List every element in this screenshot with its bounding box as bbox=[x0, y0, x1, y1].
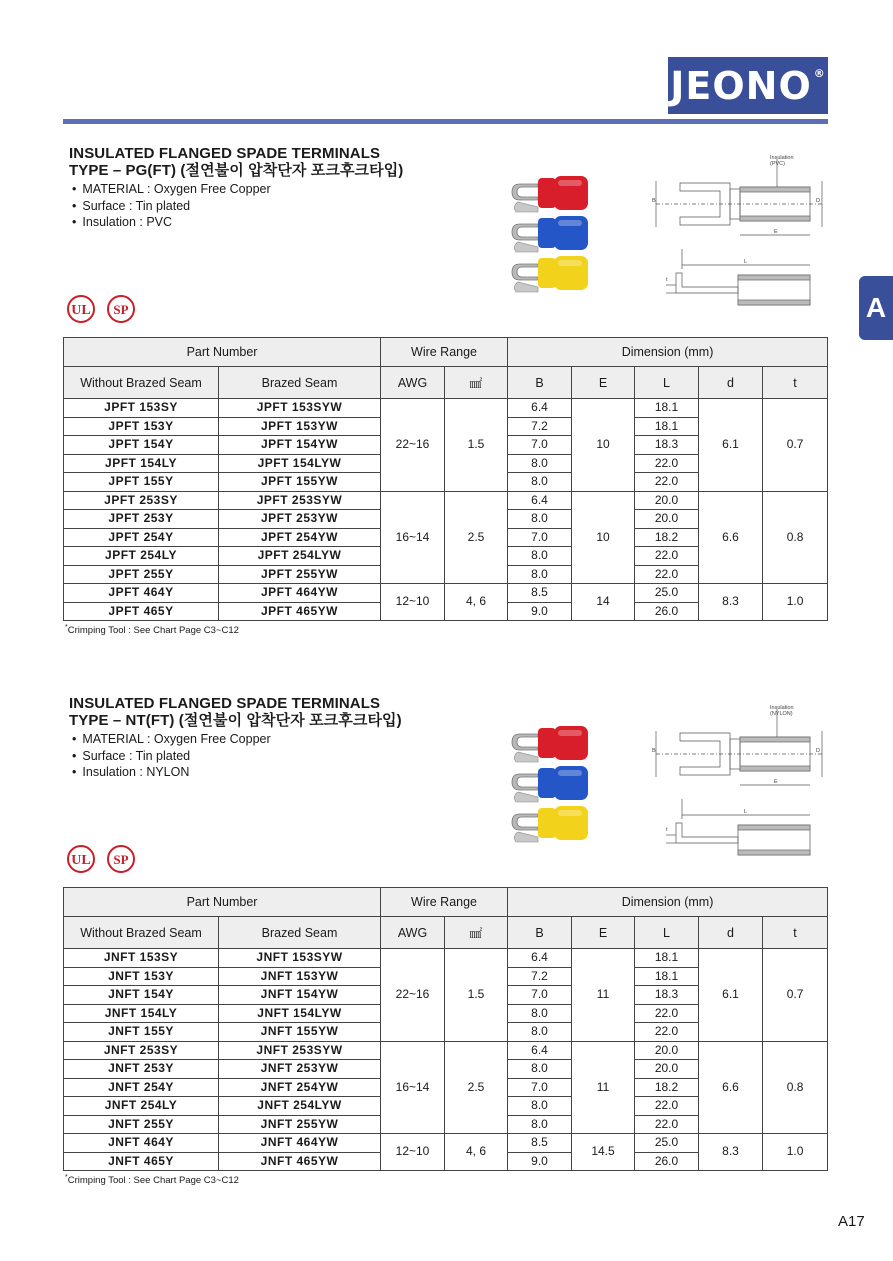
part-number-brazed: JNFT 255YW bbox=[219, 1115, 381, 1134]
spec-surface: • Surface : Tin plated bbox=[72, 748, 271, 765]
dim-d-value: 6.6 bbox=[699, 1041, 763, 1134]
part-number-brazed: JPFT 464YW bbox=[219, 584, 381, 603]
header-l: L bbox=[635, 367, 699, 399]
dim-l-value: 18.1 bbox=[635, 399, 699, 418]
dim-e-value: 14.5 bbox=[572, 1134, 635, 1171]
page-number: A17 bbox=[838, 1213, 865, 1230]
part-number-plain: JNFT 153SY bbox=[64, 949, 219, 968]
part-number-plain: JPFT 464Y bbox=[64, 584, 219, 603]
dim-l-value: 22.0 bbox=[635, 1023, 699, 1042]
product-photo bbox=[510, 720, 600, 850]
header-d: d bbox=[699, 367, 763, 399]
dim-t-value: 0.8 bbox=[763, 1041, 828, 1134]
part-number-plain: JPFT 154LY bbox=[64, 454, 219, 473]
drawing-label-t: t bbox=[666, 827, 668, 833]
part-number-brazed: JPFT 254LYW bbox=[219, 547, 381, 566]
dim-b-value: 7.2 bbox=[508, 967, 572, 986]
header-dimension: Dimension (mm) bbox=[508, 338, 828, 367]
part-number-plain: JPFT 155Y bbox=[64, 473, 219, 492]
dim-b-value: 6.4 bbox=[508, 1041, 572, 1060]
dim-l-value: 18.1 bbox=[635, 967, 699, 986]
dim-d-value: 8.3 bbox=[699, 1134, 763, 1171]
dim-l-value: 20.0 bbox=[635, 1060, 699, 1079]
dim-b-value: 8.0 bbox=[508, 565, 572, 584]
section-title bbox=[69, 145, 403, 179]
header-rule bbox=[63, 119, 828, 124]
dim-b-value: 7.0 bbox=[508, 1078, 572, 1097]
part-number-brazed: JPFT 155YW bbox=[219, 473, 381, 492]
brand-logo bbox=[668, 57, 828, 114]
dim-l-value: 22.0 bbox=[635, 547, 699, 566]
awg-value: 12~10 bbox=[381, 584, 445, 621]
dim-b-value: 8.0 bbox=[508, 547, 572, 566]
part-number-brazed: JNFT 153YW bbox=[219, 967, 381, 986]
section-title-line2: TYPE – NT(FT) (절연불이 압착단자 포크후크타입) bbox=[69, 712, 402, 729]
part-number-plain: JPFT 254Y bbox=[64, 528, 219, 547]
dimension-drawing bbox=[652, 153, 827, 313]
dim-t-value: 0.8 bbox=[763, 491, 828, 584]
mm2-value: 2.5 bbox=[445, 491, 508, 584]
part-number-brazed: JPFT 254YW bbox=[219, 528, 381, 547]
dim-d-value: 6.1 bbox=[699, 949, 763, 1042]
brand-name: JEONO bbox=[670, 63, 812, 108]
drawing-label-d: D bbox=[816, 748, 820, 754]
part-number-plain: JPFT 253Y bbox=[64, 510, 219, 529]
dim-l-value: 20.0 bbox=[635, 510, 699, 529]
dim-l-value: 18.2 bbox=[635, 1078, 699, 1097]
header-without-brazed: Without Brazed Seam bbox=[64, 367, 219, 399]
dim-l-value: 22.0 bbox=[635, 565, 699, 584]
dim-b-value: 6.4 bbox=[508, 949, 572, 968]
part-number-plain: JPFT 154Y bbox=[64, 436, 219, 455]
dim-b-value: 6.4 bbox=[508, 399, 572, 418]
dim-l-value: 18.3 bbox=[635, 986, 699, 1005]
part-number-plain: JPFT 254LY bbox=[64, 547, 219, 566]
dim-b-value: 8.5 bbox=[508, 584, 572, 603]
drawing-label-e: E bbox=[774, 779, 778, 785]
dim-l-value: 20.0 bbox=[635, 491, 699, 510]
drawing-label-l: L bbox=[744, 809, 748, 815]
spec-table bbox=[63, 337, 828, 621]
drawing-label-d: D bbox=[816, 198, 820, 204]
dim-t-value: 0.7 bbox=[763, 399, 828, 492]
header-awg: AWG bbox=[381, 917, 445, 949]
part-number-plain: JNFT 254LY bbox=[64, 1097, 219, 1116]
header-awg: AWG bbox=[381, 367, 445, 399]
header-b: B bbox=[508, 367, 572, 399]
footnote: *Crimping Tool : See Chart Page C3~C12 bbox=[65, 1174, 239, 1187]
insulation-type: (PVC) bbox=[770, 161, 785, 167]
dim-b-value: 7.0 bbox=[508, 986, 572, 1005]
part-number-plain: JNFT 154LY bbox=[64, 1004, 219, 1023]
part-number-brazed: JNFT 253YW bbox=[219, 1060, 381, 1079]
awg-value: 22~16 bbox=[381, 399, 445, 492]
dim-l-value: 18.1 bbox=[635, 417, 699, 436]
dim-l-value: 25.0 bbox=[635, 1134, 699, 1153]
header-without-brazed: Without Brazed Seam bbox=[64, 917, 219, 949]
dim-l-value: 18.3 bbox=[635, 436, 699, 455]
dim-b-value: 8.0 bbox=[508, 1115, 572, 1134]
dim-e-value: 14 bbox=[572, 584, 635, 621]
drawing-label-t: t bbox=[666, 277, 668, 283]
dim-e-value: 11 bbox=[572, 1041, 635, 1134]
section-title-line1: INSULATED FLANGED SPADE TERMINALS bbox=[69, 145, 381, 162]
dim-b-value: 8.5 bbox=[508, 1134, 572, 1153]
dim-l-value: 22.0 bbox=[635, 454, 699, 473]
header-brazed: Brazed Seam bbox=[219, 367, 381, 399]
table-row bbox=[64, 949, 828, 968]
dim-b-value: 7.0 bbox=[508, 528, 572, 547]
dim-l-value: 22.0 bbox=[635, 1004, 699, 1023]
part-number-plain: JPFT 153Y bbox=[64, 417, 219, 436]
part-number-plain: JPFT 153SY bbox=[64, 399, 219, 418]
dim-l-value: 18.2 bbox=[635, 528, 699, 547]
dim-b-value: 8.0 bbox=[508, 1004, 572, 1023]
dim-l-value: 25.0 bbox=[635, 584, 699, 603]
dim-t-value: 0.7 bbox=[763, 949, 828, 1042]
header-wire-range: Wire Range bbox=[381, 338, 508, 367]
part-number-brazed: JNFT 154YW bbox=[219, 986, 381, 1005]
footnote-text: Crimping Tool : See Chart Page C3~C12 bbox=[67, 625, 239, 637]
product-photo bbox=[510, 170, 600, 300]
part-number-plain: JNFT 253Y bbox=[64, 1060, 219, 1079]
dim-d-value: 6.6 bbox=[699, 491, 763, 584]
part-number-plain: JPFT 255Y bbox=[64, 565, 219, 584]
dim-e-value: 11 bbox=[572, 949, 635, 1042]
certification-marks bbox=[66, 293, 141, 325]
dim-b-value: 8.0 bbox=[508, 1060, 572, 1079]
dim-l-value: 22.0 bbox=[635, 473, 699, 492]
insulation-label: Insulation bbox=[770, 705, 794, 711]
dim-l-value: 22.0 bbox=[635, 1097, 699, 1116]
section-title-line2: TYPE – PG(FT) (절연불이 압착단자 포크후크타입) bbox=[69, 162, 404, 179]
part-number-brazed: JNFT 254YW bbox=[219, 1078, 381, 1097]
part-number-plain: JNFT 255Y bbox=[64, 1115, 219, 1134]
part-number-brazed: JPFT 153YW bbox=[219, 417, 381, 436]
spec-material: • MATERIAL : Oxygen Free Copper bbox=[72, 731, 271, 748]
dim-b-value: 7.2 bbox=[508, 417, 572, 436]
part-number-brazed: JNFT 155YW bbox=[219, 1023, 381, 1042]
awg-value: 12~10 bbox=[381, 1134, 445, 1171]
spec-material: • MATERIAL : Oxygen Free Copper bbox=[72, 181, 271, 198]
drawing-label-b: B bbox=[652, 748, 656, 754]
part-number-brazed: JNFT 253SYW bbox=[219, 1041, 381, 1060]
spec-insulation: • Insulation : NYLON bbox=[72, 764, 271, 781]
header-e: E bbox=[572, 367, 635, 399]
spec-table bbox=[63, 887, 828, 1171]
part-number-plain: JNFT 154Y bbox=[64, 986, 219, 1005]
part-number-brazed: JPFT 154LYW bbox=[219, 454, 381, 473]
dim-l-value: 20.0 bbox=[635, 1041, 699, 1060]
dim-b-value: 8.0 bbox=[508, 1097, 572, 1116]
dim-b-value: 8.0 bbox=[508, 473, 572, 492]
dim-l-value: 26.0 bbox=[635, 1152, 699, 1171]
mm2-value: 1.5 bbox=[445, 949, 508, 1042]
part-number-brazed: JNFT 154LYW bbox=[219, 1004, 381, 1023]
spec-list bbox=[72, 731, 271, 781]
drawing-label-b: B bbox=[652, 198, 656, 204]
csa-mark: SP bbox=[113, 852, 129, 867]
dim-b-value: 9.0 bbox=[508, 602, 572, 621]
part-number-brazed: JNFT 153SYW bbox=[219, 949, 381, 968]
dim-b-value: 7.0 bbox=[508, 436, 572, 455]
part-number-brazed: JNFT 254LYW bbox=[219, 1097, 381, 1116]
dim-t-value: 1.0 bbox=[763, 1134, 828, 1171]
header-l: L bbox=[635, 917, 699, 949]
part-number-plain: JPFT 253SY bbox=[64, 491, 219, 510]
header-brazed: Brazed Seam bbox=[219, 917, 381, 949]
dim-b-value: 6.4 bbox=[508, 491, 572, 510]
section-title bbox=[69, 695, 402, 729]
dim-d-value: 8.3 bbox=[699, 584, 763, 621]
header-t: t bbox=[763, 917, 828, 949]
header-d: d bbox=[699, 917, 763, 949]
header-e: E bbox=[572, 917, 635, 949]
dim-e-value: 10 bbox=[572, 491, 635, 584]
part-number-brazed: JPFT 154YW bbox=[219, 436, 381, 455]
mm2-value: 2.5 bbox=[445, 1041, 508, 1134]
awg-value: 22~16 bbox=[381, 949, 445, 1042]
part-number-plain: JNFT 153Y bbox=[64, 967, 219, 986]
brand-registered-mark: ® bbox=[813, 67, 826, 80]
part-number-brazed: JNFT 464YW bbox=[219, 1134, 381, 1153]
part-number-plain: JNFT 155Y bbox=[64, 1023, 219, 1042]
spec-surface: • Surface : Tin plated bbox=[72, 198, 271, 215]
ul-mark: UL bbox=[71, 853, 91, 868]
part-number-plain: JNFT 254Y bbox=[64, 1078, 219, 1097]
mm2-value: 1.5 bbox=[445, 399, 508, 492]
dimension-drawing bbox=[652, 703, 827, 863]
part-number-brazed: JPFT 255YW bbox=[219, 565, 381, 584]
header-dimension: Dimension (mm) bbox=[508, 888, 828, 917]
header-wire-range: Wire Range bbox=[381, 888, 508, 917]
drawing-label-e: E bbox=[774, 229, 778, 235]
section-tab[interactable]: A bbox=[859, 276, 893, 340]
mm2-value: 4, 6 bbox=[445, 584, 508, 621]
part-number-plain: JNFT 253SY bbox=[64, 1041, 219, 1060]
header-mm2: ㎟ bbox=[445, 917, 508, 949]
footnote-text: Crimping Tool : See Chart Page C3~C12 bbox=[67, 1175, 239, 1187]
dim-e-value: 10 bbox=[572, 399, 635, 492]
dim-b-value: 9.0 bbox=[508, 1152, 572, 1171]
dim-l-value: 22.0 bbox=[635, 1115, 699, 1134]
dim-d-value: 6.1 bbox=[699, 399, 763, 492]
table-row bbox=[64, 1041, 828, 1060]
mm2-value: 4, 6 bbox=[445, 1134, 508, 1171]
header-part-number: Part Number bbox=[64, 888, 381, 917]
insulation-type: (NYLON) bbox=[770, 711, 793, 717]
part-number-plain: JPFT 465Y bbox=[64, 602, 219, 621]
part-number-brazed: JPFT 153SYW bbox=[219, 399, 381, 418]
spec-insulation: • Insulation : PVC bbox=[72, 214, 271, 231]
drawing-label-l: L bbox=[744, 259, 748, 265]
table-row bbox=[64, 584, 828, 603]
section-title-line1: INSULATED FLANGED SPADE TERMINALS bbox=[69, 695, 381, 712]
part-number-brazed: JPFT 465YW bbox=[219, 602, 381, 621]
dim-t-value: 1.0 bbox=[763, 584, 828, 621]
part-number-brazed: JPFT 253YW bbox=[219, 510, 381, 529]
part-number-plain: JNFT 464Y bbox=[64, 1134, 219, 1153]
ul-mark: UL bbox=[71, 303, 91, 318]
header-mm2: ㎟ bbox=[445, 367, 508, 399]
awg-value: 16~14 bbox=[381, 1041, 445, 1134]
dim-l-value: 26.0 bbox=[635, 602, 699, 621]
part-number-brazed: JPFT 253SYW bbox=[219, 491, 381, 510]
part-number-plain: JNFT 465Y bbox=[64, 1152, 219, 1171]
header-t: t bbox=[763, 367, 828, 399]
csa-mark: SP bbox=[113, 302, 129, 317]
header-part-number: Part Number bbox=[64, 338, 381, 367]
dim-l-value: 18.1 bbox=[635, 949, 699, 968]
table-row bbox=[64, 1134, 828, 1153]
insulation-label: Insulation bbox=[770, 155, 794, 161]
header-b: B bbox=[508, 917, 572, 949]
dim-b-value: 8.0 bbox=[508, 454, 572, 473]
footnote: *Crimping Tool : See Chart Page C3~C12 bbox=[65, 624, 239, 637]
dim-b-value: 8.0 bbox=[508, 1023, 572, 1042]
certification-marks bbox=[66, 843, 141, 875]
spec-list bbox=[72, 181, 271, 231]
awg-value: 16~14 bbox=[381, 491, 445, 584]
dim-b-value: 8.0 bbox=[508, 510, 572, 529]
table-row bbox=[64, 491, 828, 510]
table-row bbox=[64, 399, 828, 418]
part-number-brazed: JNFT 465YW bbox=[219, 1152, 381, 1171]
